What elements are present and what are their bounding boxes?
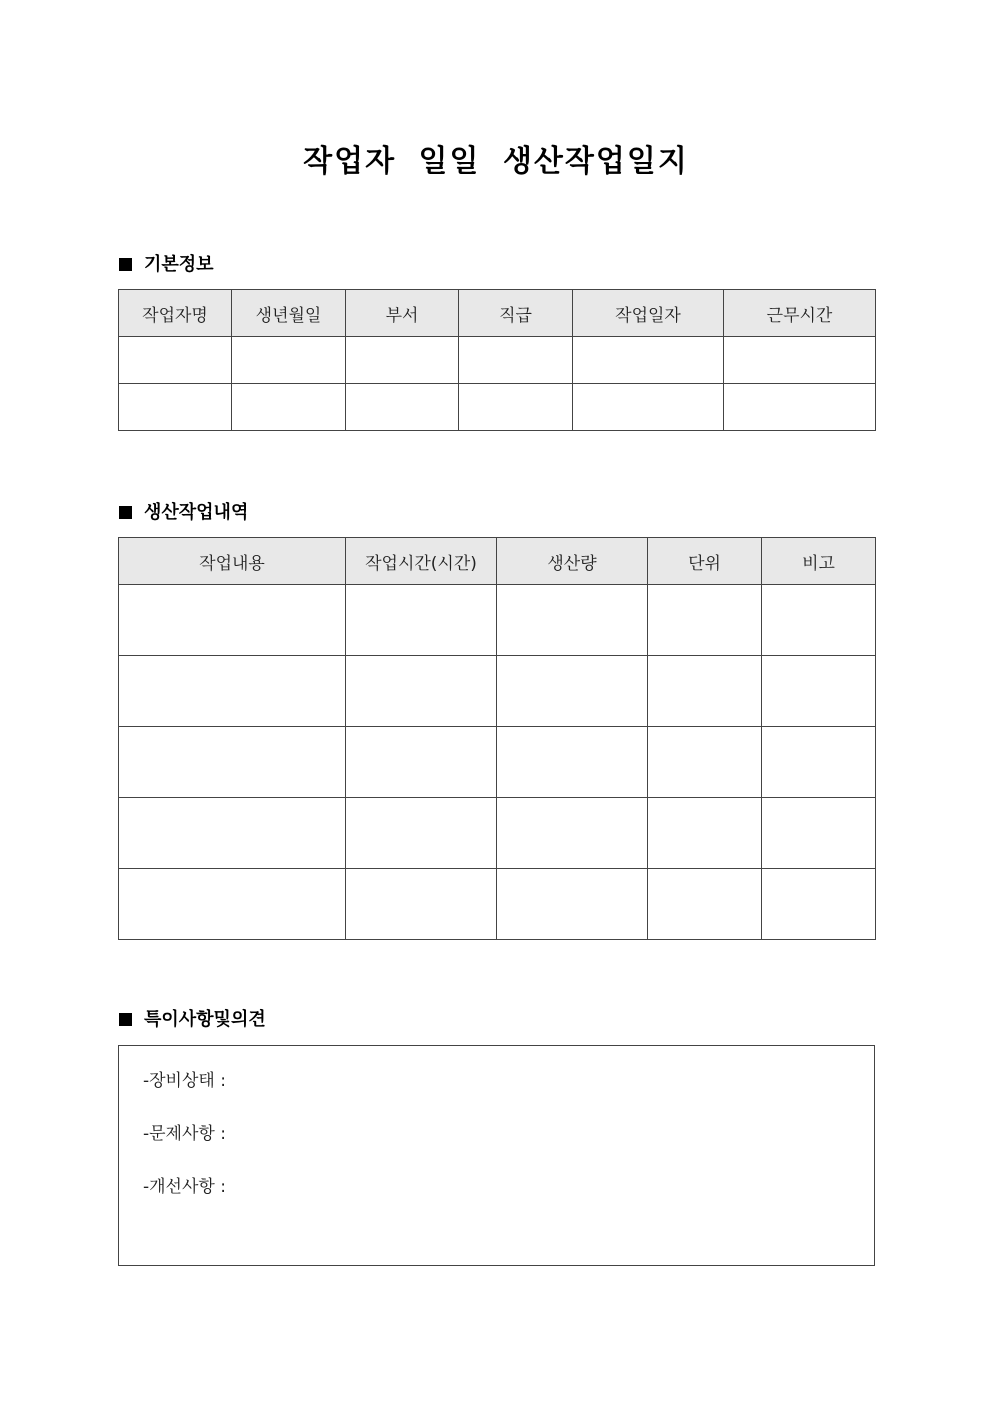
- square-bullet-icon: [119, 1013, 132, 1026]
- section-heading-notes: [119, 1008, 266, 1032]
- column-header-remarks: 비고: [762, 538, 876, 585]
- section-heading-label: 기본정보: [144, 254, 214, 275]
- note-issues: -문제사항 :: [143, 1124, 226, 1144]
- table-cell[interactable]: [119, 337, 232, 384]
- table-cell[interactable]: [346, 337, 459, 384]
- column-header-output: 생산량: [497, 538, 648, 585]
- table-cell[interactable]: [648, 869, 762, 940]
- table-cell[interactable]: [459, 337, 573, 384]
- table-cell[interactable]: [762, 869, 876, 940]
- note-equipment-status: -장비상태 :: [143, 1071, 226, 1091]
- column-header-department: 부서: [346, 290, 459, 337]
- table-cell[interactable]: [346, 384, 459, 431]
- table-row: [119, 656, 876, 727]
- section-heading-label: 생산작업내역: [144, 502, 249, 523]
- table-cell[interactable]: [459, 384, 573, 431]
- section-heading-production: [119, 501, 248, 525]
- table-cell[interactable]: [762, 656, 876, 727]
- table-cell[interactable]: [573, 337, 724, 384]
- column-header-unit: 단위: [648, 538, 762, 585]
- column-header-work-content: 작업내용: [119, 538, 346, 585]
- basic-info-table: [118, 289, 876, 431]
- table-cell[interactable]: [119, 727, 346, 798]
- table-cell[interactable]: [762, 585, 876, 656]
- table-cell[interactable]: [497, 798, 648, 869]
- table-cell[interactable]: [119, 585, 346, 656]
- column-header-birth-date: 생년월일: [232, 290, 346, 337]
- table-row: [119, 727, 876, 798]
- column-header-work-time: 작업시간(시간): [346, 538, 497, 585]
- table-cell[interactable]: [119, 869, 346, 940]
- table-cell[interactable]: [648, 798, 762, 869]
- table-header-row: [119, 290, 876, 337]
- table-cell[interactable]: [119, 384, 232, 431]
- note-improvements: -개선사항 :: [143, 1177, 226, 1197]
- table-cell[interactable]: [762, 727, 876, 798]
- table-cell[interactable]: [648, 656, 762, 727]
- column-header-position: 직급: [459, 290, 573, 337]
- table-row: [119, 384, 876, 431]
- square-bullet-icon: [119, 506, 132, 519]
- table-cell[interactable]: [497, 869, 648, 940]
- table-row: [119, 337, 876, 384]
- section-heading-basic-info: [119, 253, 214, 277]
- table-cell[interactable]: [232, 337, 346, 384]
- table-cell[interactable]: [497, 585, 648, 656]
- table-cell[interactable]: [346, 869, 497, 940]
- notes-box[interactable]: [118, 1045, 875, 1266]
- table-row: [119, 798, 876, 869]
- square-bullet-icon: [119, 258, 132, 271]
- column-header-worker-name: 작업자명: [119, 290, 232, 337]
- table-row: [119, 869, 876, 940]
- table-cell[interactable]: [232, 384, 346, 431]
- table-cell[interactable]: [497, 656, 648, 727]
- table-cell[interactable]: [648, 585, 762, 656]
- table-row: [119, 585, 876, 656]
- table-cell[interactable]: [724, 337, 876, 384]
- table-cell[interactable]: [346, 727, 497, 798]
- table-cell[interactable]: [648, 727, 762, 798]
- column-header-work-hours: 근무시간: [724, 290, 876, 337]
- table-cell[interactable]: [346, 798, 497, 869]
- document-title: 작업자 일일 생산작업일지: [303, 144, 689, 179]
- table-cell[interactable]: [497, 727, 648, 798]
- table-header-row: [119, 538, 876, 585]
- table-cell[interactable]: [724, 384, 876, 431]
- column-header-work-date: 작업일자: [573, 290, 724, 337]
- table-cell[interactable]: [762, 798, 876, 869]
- table-cell[interactable]: [573, 384, 724, 431]
- section-heading-label: 특이사항및의견: [144, 1009, 266, 1030]
- table-cell[interactable]: [119, 798, 346, 869]
- table-cell[interactable]: [346, 585, 497, 656]
- table-cell[interactable]: [346, 656, 497, 727]
- production-table: [118, 537, 876, 940]
- table-cell[interactable]: [119, 656, 346, 727]
